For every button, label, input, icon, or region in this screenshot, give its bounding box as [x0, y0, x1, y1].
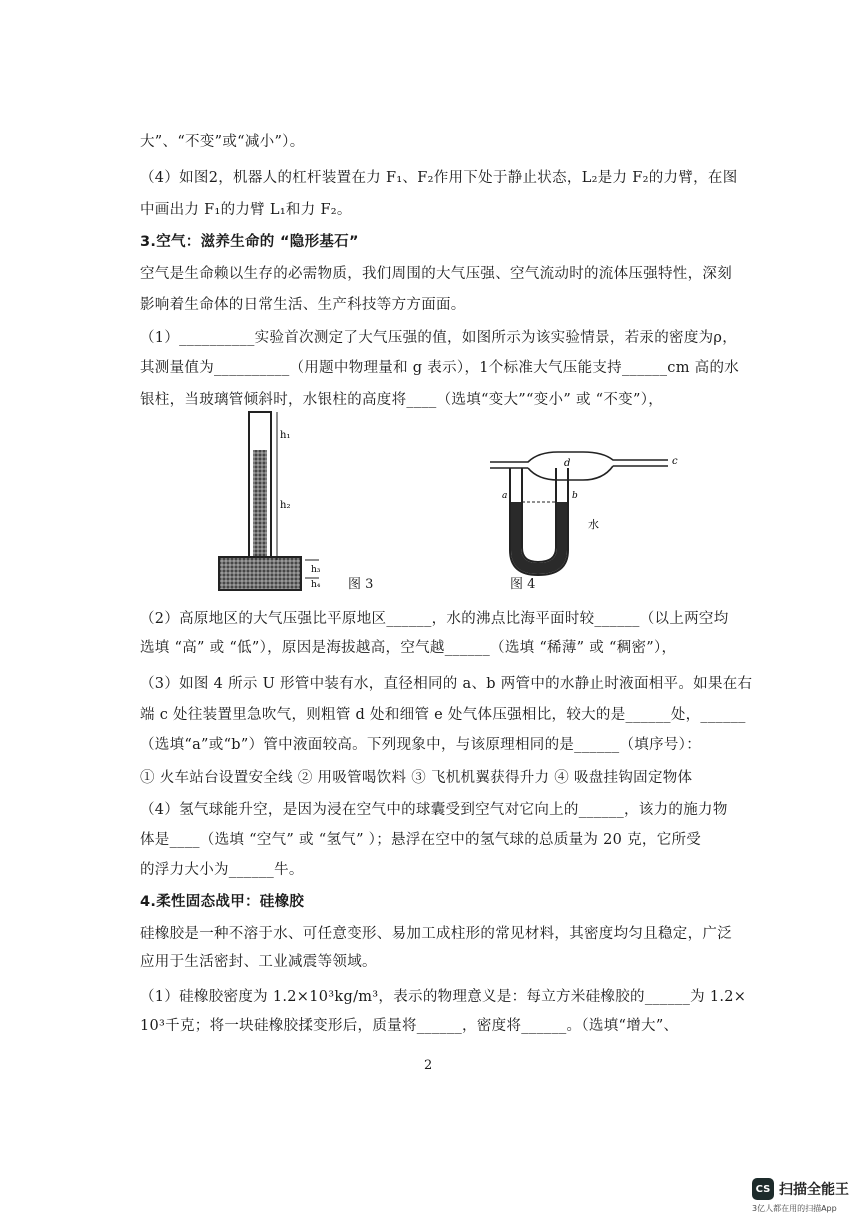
label-h4: h₄ [311, 580, 321, 590]
line-7: （1）__________实验首次测定了大气压强的值，如图所示为该实验情景，若汞的密度为ρ， [140, 330, 738, 346]
figure-4 [488, 440, 688, 580]
line-12: （3）如图 4 所示 U 形管中装有水，直径相同的 a、b 两管中的水静止时液面相平。如果在右 [140, 676, 753, 692]
line-9: 银柱，当玻璃管倾斜时，水银柱的高度将____（选填“变大”“变小” 或 “不变”）， [140, 392, 664, 408]
line-2: （4）如图2，机器人的杠杆装置在力 F₁、F₂作用下处于静止状态，L₂是力 F₂的力臂，在图 [140, 170, 738, 186]
label-d: d [564, 458, 571, 469]
section-heading-silicone: 4.柔性固态战甲：硅橡胶 [140, 894, 305, 910]
label-c: c [672, 456, 678, 467]
line-5: 空气是生命赖以生存的必需物质，我们周围的大气压强、空气流动时的流体压强特性，深刻 [140, 266, 732, 282]
label-water: 水 [588, 518, 599, 531]
pipe-top [490, 452, 668, 480]
label-h2: h₂ [280, 500, 291, 511]
label-a: a [502, 491, 508, 501]
line-22: （1）硅橡胶密度为 1.2×10³kg/m³，表示的物理意义是：每立方米硅橡胶的______为 1.2× [140, 989, 747, 1005]
scanner-watermark [752, 1178, 849, 1200]
line-21: 应用于生活密封、工业减震等领域。 [140, 954, 377, 970]
u-tube-inner [522, 468, 556, 562]
figure-3 [215, 410, 345, 595]
watermark-brand: 扫描全能王 [779, 1182, 849, 1198]
water [511, 502, 567, 574]
line-23: 10³千克；将一块硅橡胶揉变形后，质量将______，密度将______。（选填“增大”、 [140, 1018, 679, 1034]
line-11: 选填 “高” 或 “低”），原因是海拔越高，空气越______（选填 “稀薄” 或 “稠密”）， [140, 640, 677, 656]
line-17: 体是____（选填 “空气” 或 “氢气” ）；悬浮在空中的氢气球的总质量为 20 克，它所受 [140, 832, 702, 848]
label-h3: h₃ [311, 565, 321, 575]
watermark-tagline: 3亿人都在用的扫描App [752, 1204, 837, 1213]
mercury-column [253, 450, 267, 560]
section-heading-air: 3.空气：滋养生命的 “隐形基石” [140, 234, 359, 250]
page-number: 2 [424, 1058, 433, 1073]
label-h1: h₁ [280, 430, 291, 441]
label-b: b [572, 491, 578, 501]
mercury-trough [219, 557, 301, 590]
line-6: 影响着生命体的日常生活、生产科技等方方面面。 [140, 297, 466, 313]
line-18: 的浮力大小为______牛。 [140, 862, 304, 878]
line-20: 硅橡胶是一种不溶于水、可任意变形、易加工成柱形的常见材料，其密度均匀且稳定，广泛 [140, 926, 732, 942]
figure-3-caption: 图 3 [348, 577, 374, 592]
line-15: ① 火车站台设置安全线 ② 用吸管喝饮料 ③ 飞机机翼获得升力 ④ 吸盘挂钩固定物体 [140, 770, 693, 786]
line-8: 其测量值为__________（用题中物理量和 g 表示），1个标准大气压能支持______cm 高的水 [140, 360, 740, 376]
line-16: （4）氢气球能升空，是因为浸在空气中的球囊受到空气对它向上的______，该力的施力物 [140, 802, 728, 818]
figure-4-caption: 图 4 [510, 577, 536, 592]
cs-logo-icon: CS [752, 1178, 774, 1200]
line-1: 大”、“不变”或“减小”）。 [140, 134, 305, 150]
line-14: （选填“a”或“b”）管中液面较高。下列现象中，与该原理相同的是______（填序号）： [140, 737, 702, 753]
line-10: （2）高原地区的大气压强比平原地区______，水的沸点比海平面时较______（以上两空均 [140, 611, 729, 627]
line-13: 端 c 处往装置里急吹气，则粗管 d 处和细管 e 处气体压强相比，较大的是______处，______ [140, 707, 746, 723]
line-3: 中画出力 F₁的力臂 L₁和力 F₂。 [140, 202, 352, 218]
